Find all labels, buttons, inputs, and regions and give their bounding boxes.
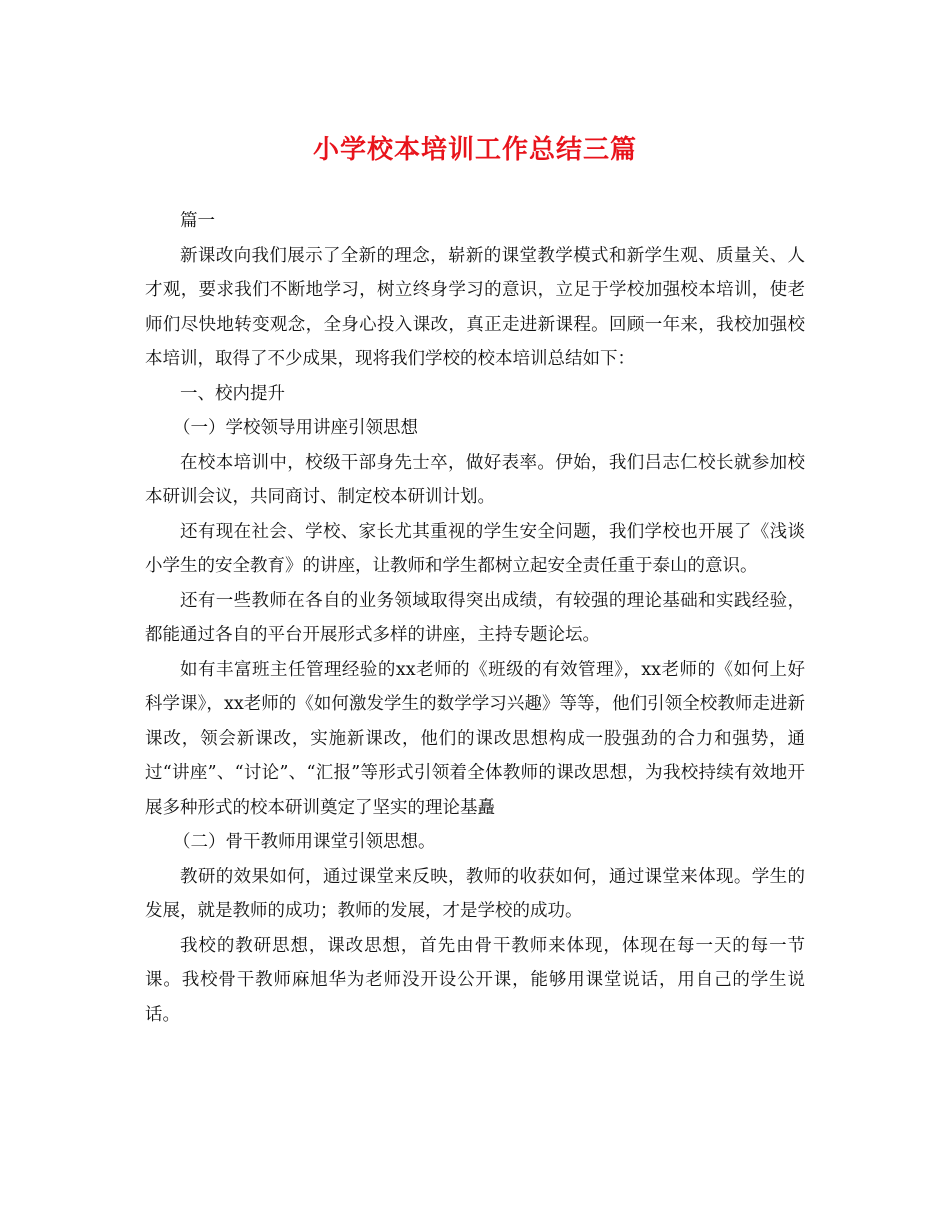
document-title: 小学校本培训工作总结三篇 bbox=[312, 135, 637, 165]
paragraph: 教研的效果如何，通过课堂来反映，教师的收获如何，通过课堂来体现。学生的发展，就是教师的成功；教师的发展，才是学校的成功。 bbox=[145, 866, 805, 921]
paragraph: 在校本培训中，校级干部身先士卒，做好表率。伊始，我们吕志仁校长就参加校本研训会议，共同商讨、制定校本研训计划。 bbox=[145, 452, 805, 507]
section-heading: 篇一 bbox=[180, 211, 215, 231]
subsection-heading: （一）学校领导用讲座引领思想 bbox=[173, 418, 418, 438]
subsection-heading: （二）骨干教师用课堂引领思想。 bbox=[173, 832, 436, 852]
paragraph: 新课改向我们展示了全新的理念，崭新的课堂教学模式和新学生观、质量关、人才观，要求我们不断地学习，树立终身学习的意识，立足于学校加强校本培训，使老师们尽快地转变观念，全身心投入课改，真正走进新课程。回顾一年来，我校加强校本培训，取得了不少成果，现将我们学校的校本培训总结如下： bbox=[145, 245, 805, 369]
document-body bbox=[145, 204, 805, 1032]
paragraph: 我校的教研思想，课改思想，首先由骨干教师来体现，体现在每一天的每一节课。我校骨干教师麻旭华为老师没开设公开课，能够用课堂说话，用自己的学生说话。 bbox=[145, 935, 805, 1025]
paragraph: 还有现在社会、学校、家长尤其重视的学生安全问题，我们学校也开展了《浅谈小学生的安全教育》的讲座，让教师和学生都树立起安全责任重于泰山的意识。 bbox=[145, 521, 805, 576]
paragraph: 如有丰富班主任管理经验的xx老师的《班级的有效管理》，xx老师的《如何上好科学课》，xx老师的《如何激发学生的数学学习兴趣》等等，他们引领全校教师走进新课改，领会新课改，实施新课改，他们的课改思想构成一股强劲的合力和强势，通过“讲座”、“讨论”、“汇报”等形式引领着全体教师的课改思想，为我校持续有效地开展多种形式的校本研训奠定了坚实的理论基矗 bbox=[145, 659, 805, 818]
paragraph: 还有一些教师在各自的业务领域取得突出成绩，有较强的理论基础和实践经验，都能通过各自的平台开展形式多样的讲座，主持专题论坛。 bbox=[145, 590, 805, 645]
subsection-heading: 一、校内提升 bbox=[180, 383, 285, 404]
